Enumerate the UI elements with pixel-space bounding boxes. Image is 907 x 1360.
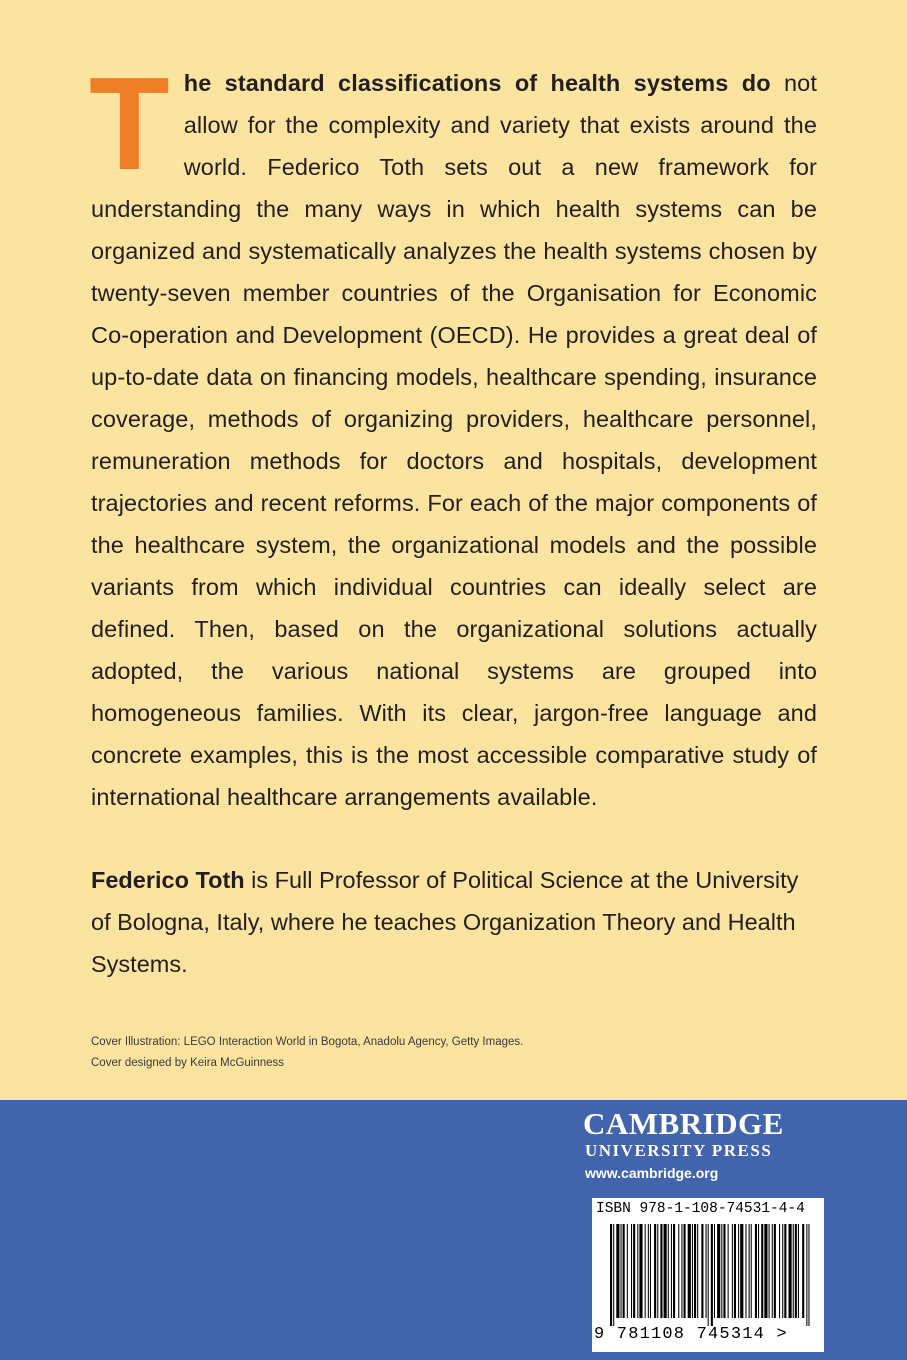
barcode-bar [610, 1224, 612, 1326]
barcode-bar [772, 1224, 773, 1318]
barcode-bar [637, 1224, 638, 1318]
design-credit: Cover designed by Keira McGuinness [91, 1057, 285, 1069]
barcode-bar [802, 1224, 804, 1318]
barcode-bar [714, 1224, 715, 1318]
barcode-bar [758, 1224, 759, 1318]
barcode-bar [806, 1224, 807, 1326]
barcode-bar [745, 1224, 746, 1318]
barcode-bar [664, 1224, 667, 1318]
barcode-bar [616, 1224, 619, 1318]
barcode-bar [708, 1224, 709, 1326]
author-bio-text: is Full Professor of Political Science at the University of Bologna, Italy, where he teaches Organization Theory and Health Systems. [91, 867, 799, 977]
barcode-bar [738, 1224, 739, 1318]
cover-credits [91, 1032, 817, 1074]
barcode-bar [623, 1224, 625, 1318]
barcode-bar [613, 1224, 614, 1326]
barcode-bar [761, 1224, 763, 1318]
barcode-bars [610, 1224, 810, 1326]
barcode-bar [793, 1224, 794, 1318]
barcode-bar [639, 1224, 642, 1318]
barcode-bar [740, 1224, 743, 1318]
barcode-bar [721, 1224, 722, 1318]
blurb-lead-text: he standard classifications of health systems do [183, 70, 771, 96]
barcode-bar [751, 1224, 752, 1318]
barcode-bar [782, 1224, 783, 1318]
barcode-bar [660, 1224, 662, 1318]
blurb-paragraph [89, 50, 817, 818]
barcode-bar [621, 1224, 622, 1318]
barcode-bar [755, 1224, 757, 1318]
barcode-bar [645, 1224, 646, 1318]
barcode-bar [732, 1224, 733, 1318]
ean-digits: 9 781108 745314 > [594, 1325, 788, 1344]
barcode-bar [692, 1224, 693, 1318]
barcode-bar [808, 1224, 809, 1326]
illustration-credit: Cover Illustration: LEGO Interaction World in Bogota, Anadolu Agency, Getty Images. [91, 1036, 524, 1048]
publisher-subtitle: UNIVERSITY PRESS [585, 1141, 773, 1160]
barcode-bar [678, 1224, 679, 1318]
barcode-bar [631, 1224, 632, 1318]
publisher-logo [583, 1107, 823, 1185]
barcode-bar [795, 1224, 797, 1318]
barcode-bar [650, 1224, 651, 1318]
barcode-bar [671, 1224, 672, 1318]
isbn-barcode [592, 1198, 824, 1352]
blurb-body-text: not allow for the complexity and variety that exists around the world. Federico Toth sets out a new framework for understanding the many ways in which health systems can be organized and systematically analyzes the health systems chosen by twenty-seven member countries of the Organisation for Economic Co-operation and Development (OECD). He provides a great deal of up-to-date data on financing models, healthcare spending, insurance coverage, methods of organizing providers, healthcare personnel, remuneration methods for doctors and hospitals, development trajectories and recent reforms. For each of the major components of the healthcare system, the organizational models and the possible variants from which individual countries can ideally select are defined. Then, based on the organizational solutions actually adopted, the various national systems are grouped into homogeneous families. With its clear, jargon-free language and concrete examples, this is the most accessible comparative study of international healthcare arrangements available. [91, 70, 817, 810]
barcode-bar [798, 1224, 799, 1318]
barcode-bar [688, 1224, 691, 1318]
barcode-bar [633, 1224, 635, 1318]
author-name: Federico Toth [91, 867, 245, 893]
drop-cap-letter: T [89, 50, 170, 197]
barcode-bar [627, 1224, 628, 1318]
barcode-bar [654, 1224, 656, 1318]
barcode-bar [789, 1224, 792, 1318]
barcode-bar [681, 1224, 682, 1318]
barcode-bar [697, 1224, 698, 1318]
barcode-bar [684, 1224, 686, 1318]
barcode-bar [673, 1224, 675, 1318]
barcode-bar [749, 1224, 750, 1318]
barcode-bar [723, 1224, 725, 1318]
barcode-bar [711, 1224, 713, 1326]
barcode-bar [774, 1224, 776, 1318]
author-bio [91, 859, 817, 985]
isbn-number: ISBN 978-1-108-74531-4-4 [596, 1201, 805, 1217]
barcode-bar [657, 1224, 658, 1318]
barcode-bar [779, 1224, 780, 1318]
barcode-bar [728, 1224, 729, 1318]
barcode-bar [648, 1224, 649, 1318]
barcode-bar [784, 1224, 786, 1318]
barcode-bar [706, 1224, 707, 1318]
barcode-bar [668, 1224, 669, 1318]
barcode-bar [734, 1224, 736, 1318]
barcode-bar [694, 1224, 696, 1318]
publisher-url[interactable]: www.cambridge.org [585, 1165, 719, 1181]
barcode-bar [701, 1224, 703, 1318]
barcode-bar [717, 1224, 720, 1318]
publisher-name: CAMBRIDGE [583, 1106, 784, 1141]
barcode-bar [764, 1224, 767, 1318]
barcode-bar [769, 1224, 770, 1318]
